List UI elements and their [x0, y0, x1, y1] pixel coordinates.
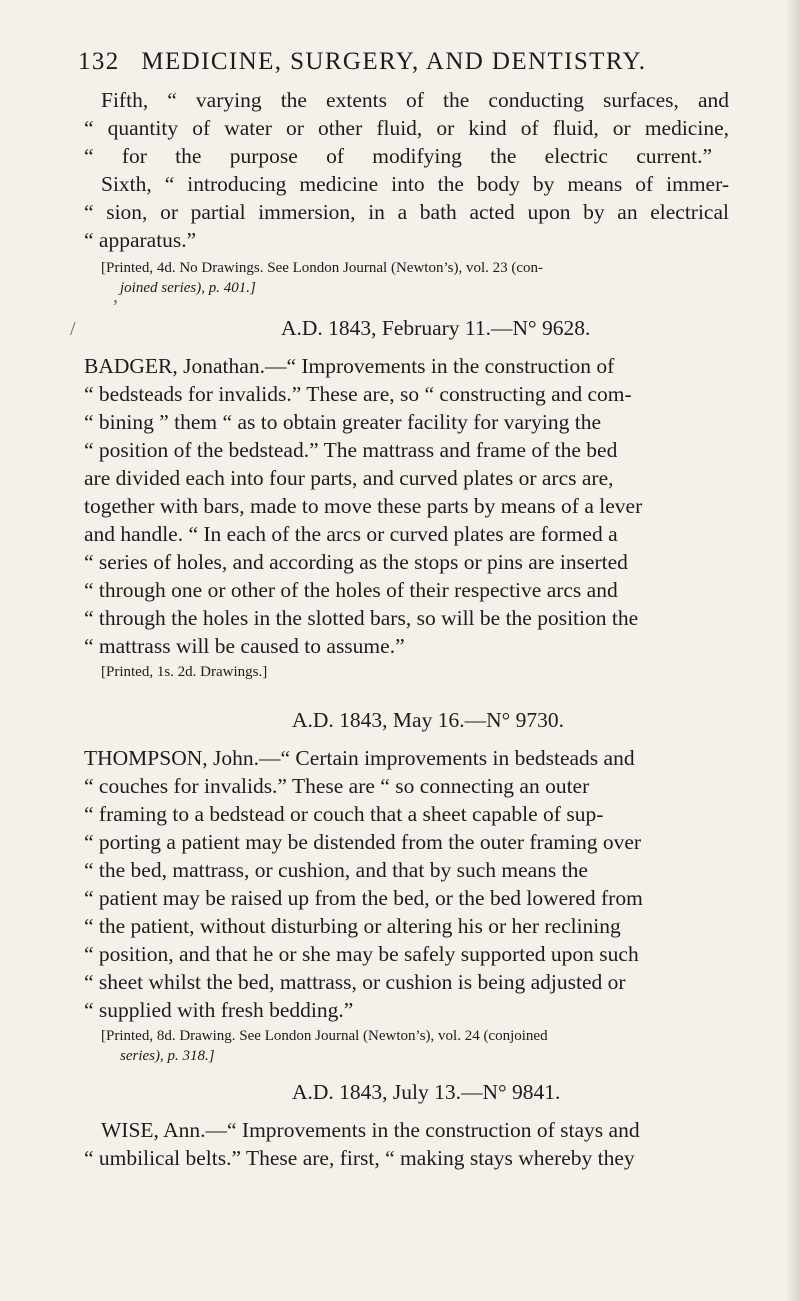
entry-date: A.D. 1843, February 11.—N° 9628.	[281, 316, 591, 340]
text-line: together with bars, made to move these parts by means of a lever	[84, 494, 643, 518]
page-number: 132	[78, 48, 120, 75]
entry-date: A.D. 1843, May 16.—N° 9730.	[292, 708, 564, 732]
text-line: Sixth, “ introducing medicine into the body by means of immer-	[101, 172, 729, 196]
text-line: “ sion, or partial immersion, in a bath acted upon by an electrical	[84, 200, 729, 224]
text-line: “ bining ” them “ as to obtain greater facility for varying the	[84, 410, 602, 434]
text-line: “ through one or other of the holes of their respective arcs and	[84, 578, 618, 602]
running-header	[78, 48, 646, 76]
page-edge-shadow	[786, 0, 800, 1301]
printed-note: [Printed, 8d. Drawing. See London Journal (Newton’s), vol. 24 (conjoined	[101, 1028, 548, 1044]
text-line: WISE, Ann.—“ Improvements in the construction of stays and	[101, 1118, 640, 1142]
running-title: MEDICINE, SURGERY, AND DENTISTRY.	[141, 48, 647, 75]
text-line: “ the patient, without disturbing or altering his or her reclining	[84, 914, 621, 938]
text-line: “ supplied with fresh bedding.”	[84, 998, 354, 1022]
text-line: “ quantity of water or other fluid, or kind of fluid, or medicine,	[84, 116, 729, 140]
text-line: “ couches for invalids.” These are “ so connecting an outer	[84, 774, 590, 798]
printed-note: [Printed, 4d. No Drawings. See London Journal (Newton’s), vol. 23 (con-	[101, 260, 544, 276]
stray-mark: /	[70, 318, 76, 340]
text-line: “ for the purpose of modifying the electric current.”	[84, 144, 712, 168]
text-line: Fifth, “ varying the extents of the conducting surfaces, and	[101, 88, 729, 112]
entry-date: A.D. 1843, July 13.—N° 9841.	[292, 1080, 561, 1104]
text-line: “ apparatus.”	[84, 228, 197, 252]
text-line: BADGER, Jonathan.—“ Improvements in the construction of	[84, 354, 615, 378]
text-line: THOMPSON, John.—“ Certain improvements in bedsteads and	[84, 746, 635, 770]
printed-note: series), p. 318.]	[120, 1048, 215, 1064]
text-line: “ patient may be raised up from the bed, or the bed lowered from	[84, 886, 643, 910]
stray-mark: ,	[113, 285, 118, 307]
text-line: “ sheet whilst the bed, mattrass, or cushion is being adjusted or	[84, 970, 626, 994]
text-line: “ porting a patient may be distended from the outer framing over	[84, 830, 642, 854]
text-line: “ framing to a bedstead or couch that a sheet capable of sup-	[84, 802, 604, 826]
text-line: “ series of holes, and according as the stops or pins are inserted	[84, 550, 628, 574]
printed-note: joined series), p. 401.]	[120, 280, 256, 296]
text-line: “ bedsteads for invalids.” These are, so “ constructing and com-	[84, 382, 632, 406]
printed-note: [Printed, 1s. 2d. Drawings.]	[101, 664, 268, 680]
text-line: and handle. “ In each of the arcs or curved plates are formed a	[84, 522, 618, 546]
text-line: are divided each into four parts, and curved plates or arcs are,	[84, 466, 614, 490]
text-line: “ the bed, mattrass, or cushion, and that by such means the	[84, 858, 588, 882]
text-line: “ position of the bedstead.” The mattrass and frame of the bed	[84, 438, 618, 462]
text-line: “ mattrass will be caused to assume.”	[84, 634, 405, 658]
text-line: “ umbilical belts.” These are, first, “ making stays whereby they	[84, 1146, 635, 1170]
text-line: “ position, and that he or she may be safely supported upon such	[84, 942, 639, 966]
text-line: “ through the holes in the slotted bars, so will be the position the	[84, 606, 639, 630]
